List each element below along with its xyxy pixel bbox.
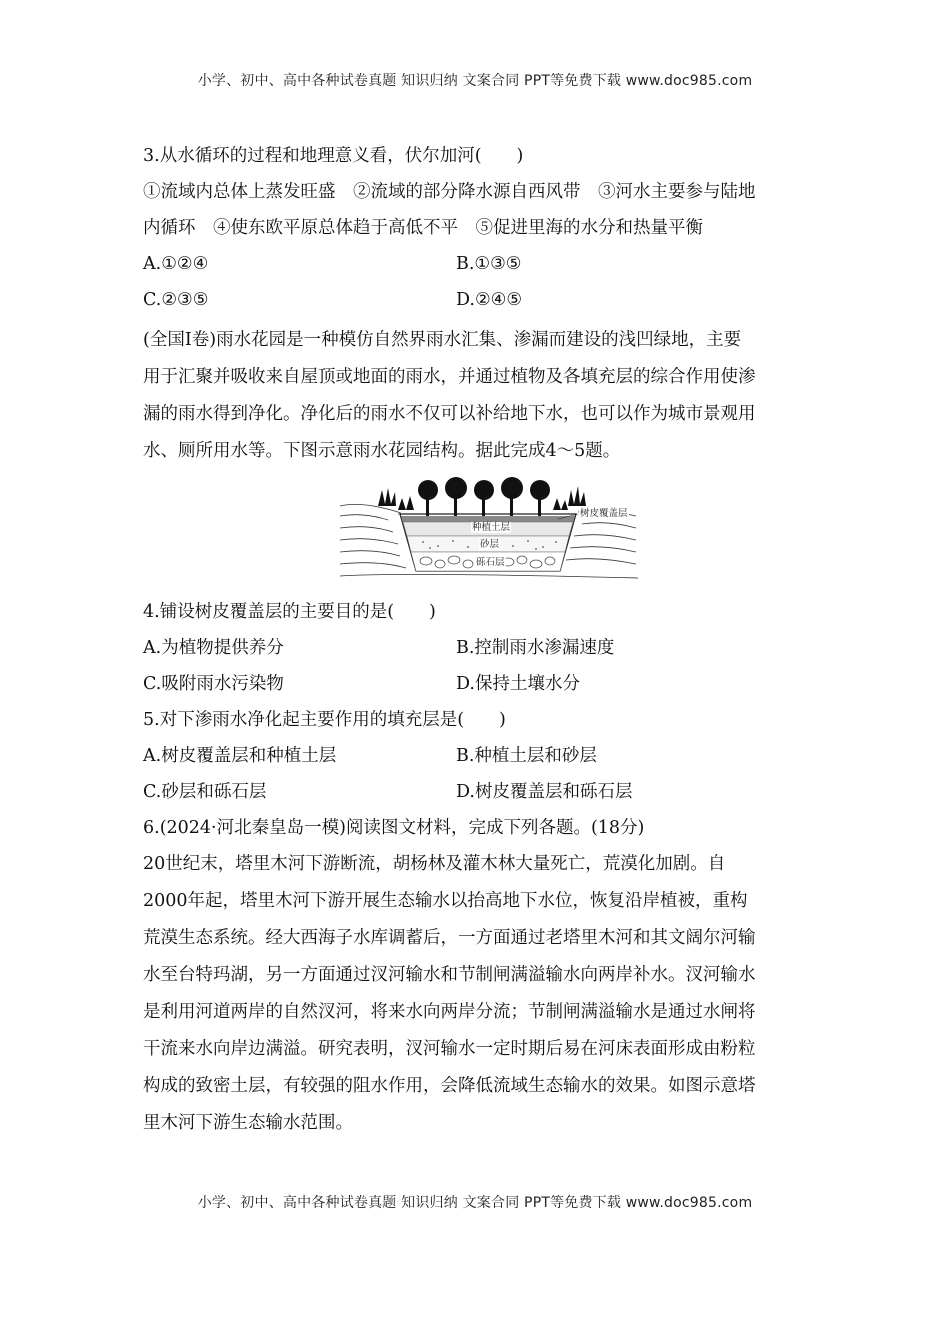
q3-option-a: A.①②④: [143, 254, 209, 274]
q3-option-d: D.②④⑤: [456, 290, 523, 310]
q3-options-row2: [143, 282, 815, 318]
q6-material: [143, 846, 815, 1142]
q5-stem: 5.对下渗雨水净化起主要作用的填充层是( ): [143, 710, 506, 730]
rain-garden-figure: [338, 476, 638, 586]
q5-options-row2: [143, 774, 815, 810]
q6-material-line: 里木河下游生态输水范围。: [143, 1113, 353, 1133]
intro-line: (全国Ⅰ卷)雨水花园是一种模仿自然界雨水汇集、渗漏而建设的浅凹绿地，主要: [143, 330, 742, 350]
label-sand-layer: 砂层: [480, 539, 500, 550]
q6-material-line: 水至台特玛湖，另一方面通过汊河输水和节制闸满溢输水向两岸补水。汊河输水: [143, 965, 756, 985]
intro-line: 用于汇聚并吸收来自屋顶或地面的雨水，并通过植物及各填充层的综合作用使渗: [143, 367, 756, 387]
q5-option-d: D.树皮覆盖层和砾石层: [456, 782, 633, 802]
q3-option-b: B.①③⑤: [456, 254, 522, 274]
q6-material-line: 20世纪末，塔里木河下游断流，胡杨林及灌木林大量死亡，荒漠化加剧。自: [143, 854, 726, 874]
q6-stem: 6.(2024·河北秦皇岛一模)阅读图文材料，完成下列各题。(18分): [143, 818, 645, 838]
document-body: [143, 138, 815, 1142]
label-planting-soil-layer: 种植土层: [472, 522, 511, 533]
q5-options-row1: [143, 738, 815, 774]
q6-material-line: 干流来水向岸边满溢。研究表明，汊河输水一定时期后易在河床表面形成由粉粒: [143, 1039, 756, 1059]
q6-material-line: 是利用河道两岸的自然汊河，将来水向两岸分流；节制闸满溢输水是通过水闸将: [143, 1002, 756, 1022]
q3-option-c: C.②③⑤: [143, 290, 209, 310]
q4-option-c: C.吸附雨水污染物: [143, 674, 284, 694]
page-header: 小学、初中、高中各种试卷真题 知识归纳 文案合同 PPT等免费下载 www.doc985.com: [197, 73, 753, 89]
q6-material-line: 2000年起，塔里木河下游开展生态输水以抬高地下水位，恢复沿岸植被，重构: [143, 891, 748, 911]
q4-option-d: D.保持土壤水分: [456, 674, 580, 694]
q5-option-b: B.种植土层和砂层: [456, 746, 597, 766]
q4-stem: 4.铺设树皮覆盖层的主要目的是( ): [143, 602, 436, 622]
q6-material-line: 荒漠生态系统。经大西海子水库调蓄后，一方面通过老塔里木河和其文阔尔河输: [143, 928, 756, 948]
q6-material-line: 构成的致密土层，有较强的阻水作用，会降低流域生态输水的效果。如图示意塔: [143, 1076, 756, 1096]
label-gravel-layer: 砾石层: [476, 557, 505, 568]
q4-option-a: A.为植物提供养分: [143, 638, 284, 658]
intro-4-5: [143, 322, 815, 470]
q3-options-row1: [143, 246, 815, 282]
q3-statements-line1: ①流域内总体上蒸发旺盛 ②流域的部分降水源自西风带 ③河水主要参与陆地: [143, 182, 756, 202]
q4-options-row1: [143, 630, 815, 666]
q3-stem: 3.从水循环的过程和地理意义看，伏尔加河( ): [143, 146, 524, 166]
q3-statements-line2: 内循环 ④使东欧平原总体趋于高低不平 ⑤促进里海的水分和热量平衡: [143, 218, 703, 238]
q4-options-row2: [143, 666, 815, 702]
q5-option-a: A.树皮覆盖层和种植土层: [143, 746, 337, 766]
q4-option-b: B.控制雨水渗漏速度: [456, 638, 615, 658]
label-bark-mulch-layer: 树皮覆盖层: [580, 508, 628, 519]
q5-option-c: C.砂层和砾石层: [143, 782, 267, 802]
page-footer: 小学、初中、高中各种试卷真题 知识归纳 文案合同 PPT等免费下载 www.doc985.com: [197, 1195, 753, 1211]
intro-line: 水、厕所用水等。下图示意雨水花园结构。据此完成4～5题。: [143, 441, 621, 461]
intro-line: 漏的雨水得到净化。净化后的雨水不仅可以补给地下水，也可以作为城市景观用: [143, 404, 756, 424]
